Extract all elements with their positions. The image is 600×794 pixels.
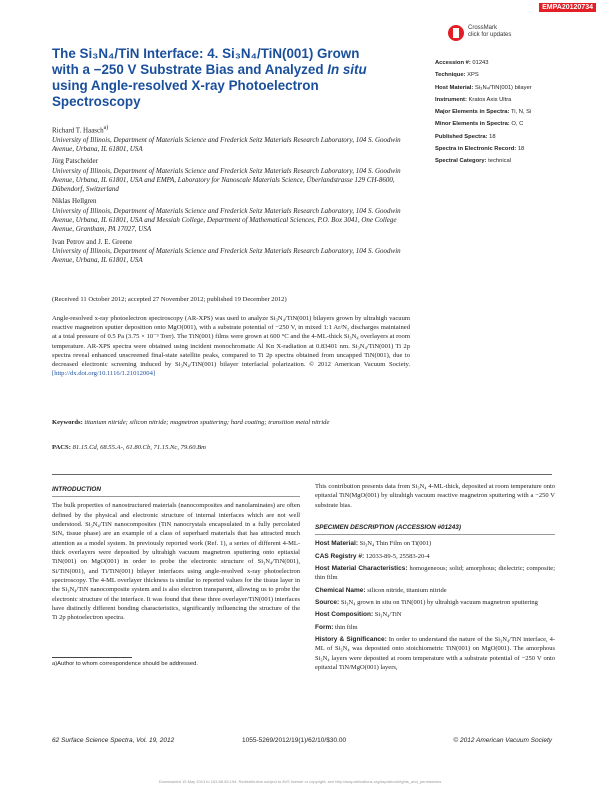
meta-row: Spectra in Electronic Record: 18 xyxy=(435,146,525,153)
footnote-rule xyxy=(52,657,132,658)
page-footer xyxy=(52,737,552,744)
footer-copyright: © 2012 American Vacuum Society xyxy=(453,737,552,744)
specimen-field: Form: thin film xyxy=(315,623,358,631)
author-affiliation: University of Illinois, Department of Materials Science and Frederick Seitz Materials Research Laboratory, 104 S. Goodwin Avenue, Urbana, IL 61801, USA and Messiah College, Department of Mathematical Sciences, P.O. Box 3041, One College Avenue, Grantham, PA 17027, USA xyxy=(52,206,401,234)
footer-journal: 62 Surface Science Spectra, Vol. 19, 2012 xyxy=(52,737,175,744)
author-affiliation: University of Illinois, Department of Materials Science and Frederick Seitz Materials Research Laboratory, 104 S. Goodwin Avenue, Urbana, IL 61801, USA and EMPA, Laboratory for Nanoscale Materials Science, Überlandstrasse 129 CH-8600, Dübendorf, Switzerland xyxy=(52,166,401,194)
author-list xyxy=(52,121,412,265)
specimen-field: Host Material: Si₃N₄ Thin Film on Ti(001) xyxy=(315,540,432,548)
left-column xyxy=(52,482,300,623)
meta-row: Technique: XPS xyxy=(435,72,479,79)
right-column xyxy=(315,482,555,676)
meta-row: Spectral Category: technical xyxy=(435,158,512,165)
doi-link[interactable]: [http://dx.doi.org/10.1116/1.21012004] xyxy=(52,370,156,378)
meta-row: Minor Elements in Spectra: O, C xyxy=(435,121,524,128)
introduction-heading: INTRODUCTION xyxy=(52,482,300,497)
footnote: a)Author to whom correspondence should be addressed. xyxy=(52,661,198,667)
meta-row: Host Material: Si₃N₄/TiN(001) bilayer xyxy=(435,84,532,91)
author-name: Ivan Petrov and J. E. Greene xyxy=(52,237,133,246)
archive-stamp: EMPA20120734 xyxy=(539,3,596,12)
meta-row: Published Spectra: 18 xyxy=(435,133,496,140)
introduction-text: The bulk properties of nanostructured materials (nanocomposites and nanolaminates) are often defined by the physical and electronic structure of internal interfaces which are not well understood. Si₃N₄/TiN nanocomposites (TiN nanocrystals encapsulated in a fully percolated SiNₓ tissue phase) are an example of a class of superhard materials that has attracted much attention as a model system. In previously reported work (Ref. 1), a series of different 4-ML-thick overlayers were deposited by ultrahigh vacuum magnetron sputtering onto epitaxial TiN(001) on MgO(001) in order to probe the electronic structure of Si₃N₄/TiN(001), Si/TiN(001), and Ti/TiN(001) bilayer interfaces using angle-resolved x-ray photoelectron spectroscopy. The 4-ML overlayer thickness is similar to reported values for the tissue layer in the Si₃N₄/TiN nanocomposite system and is also electron transparent, allowing us to probe the electronic structure of the interface. It was found that these three overlayer/TiN(001) interfaces have distinctly different bonding characteristics, significantly influencing the structure of the Ti 2p photoelectron spectra. xyxy=(52,502,300,622)
author-affiliation: University of Illinois, Department of Materials Science and Frederick Seitz Materials Research Laboratory, 104 S. Goodwin Avenue, Urbana, IL 61801, USA xyxy=(52,135,401,153)
specimen-heading: SPECIMEN DESCRIPTION (ACCESSION #01243) xyxy=(315,520,555,535)
author-name: Jörg Patscheider xyxy=(52,157,98,166)
specimen-field: History & Significance: In order to understand the nature of the Si₃N₄/TiN interface, 4-ML of Si₃N₄ was deposited onto stoichiometric TiN(001) on MgO(001). The amorphous Si₃N₄ layers were deposited at room temperature with a substrate potential of −250 V onto epitaxial TiN/MgO(001) layers, xyxy=(315,636,555,672)
meta-row: Instrument: Kratos Axis Ultra xyxy=(435,96,512,103)
specimen-field: CAS Registry #: 12033-89-5, 25583-20-4 xyxy=(315,552,430,560)
record-metadata xyxy=(435,57,595,168)
meta-row: Major Elements in Spectra: Ti, N, Si xyxy=(435,109,532,116)
pacs-codes: PACS: 81.15.Cd, 68.55.A-, 61.80.Cb, 71.15.Nc, 79.60.Bm xyxy=(52,444,206,451)
meta-row: Accession #: 01243 xyxy=(435,60,489,66)
author-name: Niklas Hellgren xyxy=(52,197,97,206)
download-notice: Downloaded 15 May 2013 to 153.88.55.194. Redistribution subject to AVS license or copyright; see http://avspublications.org/ssp/about/rights_and_permissions xyxy=(158,779,442,784)
specimen-field: Chemical Name: silicon nitride, titanium nitride xyxy=(315,586,447,594)
received-dates: (Received 11 October 2012; accepted 27 November 2012; published 19 December 2012) xyxy=(52,296,287,303)
crossmark-text: CrossMark click for updates xyxy=(468,25,512,38)
footer-issn: 1055-5269/2012/19(1)/62/10/$30.00 xyxy=(242,737,347,744)
author-name: Richard T. Haasch$^{a)}$ xyxy=(52,125,109,135)
abstract: Angle-resolved x-ray photoelectron spectroscopy (AR-XPS) was used to analyze Si₃N₄/TiN(001) bilayers grown by ultrahigh vacuum reactive magnetron sputter deposition onto MgO(001), with a substrate potential of −250 V, in mixed 1:1 Ar/N₂ discharges maintained at a total pressure of 0.5 Pa (3.75 × 10⁻³ Torr). The TiN(001) films were grown at 600 °C and the 4-ML-thick Si₃N₄ overlayers at room temperature. AR-XPS spectra were obtained using incident monochromatic Al Kα X-radiation at 0.83401 nm. Si₃N₄/TiN(001) Ti 2p spectra reveal enhanced unscreened final-state satellite peaks, compared to Ti 2p spectra obtained from uncapped TiN(001), due to decreased electronic screening induced by Si₃N₄/TiN(001) bilayer interfacial polarization. © 2012 American Vacuum Society. [http://dx.doi.org/10.1116/1.21012004] xyxy=(52,315,410,378)
keywords: Keywords: titanium nitride; silicon nitride; magnetron sputtering; hard coating; transition metal nitride xyxy=(52,419,330,426)
specimen-field: Source: Si₃N₄ grown in situ on TiN(001) by ultrahigh vacuum magnetron sputtering xyxy=(315,599,538,607)
specimen-field: Host Composition: Si₃N₄/TiN xyxy=(315,611,402,619)
section-divider xyxy=(52,474,552,475)
introduction-continued: This contribution presents data from Si₃N₄ 4-ML-thick, deposited at room temperature onto epitaxial TiN(MgO(001) by ultrahigh vacuum reactive magnetron sputtering with a −250 V substrate bias. xyxy=(315,483,555,509)
article-title: The Si₃N₄/TiN Interface: 4. Si₃N₄/TiN(001) Grown with a −250 V Substrate Bias and Analyzed In situ using Angle-resolved X-ray Photoelectron Spectroscopy xyxy=(52,46,367,109)
specimen-field: Host Material Characteristics: homogeneous; solid; amorphous; dielectric; composite; thin film xyxy=(315,565,555,582)
author-affiliation: University of Illinois, Department of Materials Science and Frederick Seitz Materials Research Laboratory, 104 S. Goodwin Avenue, Urbana, IL 61801, USA xyxy=(52,246,401,265)
